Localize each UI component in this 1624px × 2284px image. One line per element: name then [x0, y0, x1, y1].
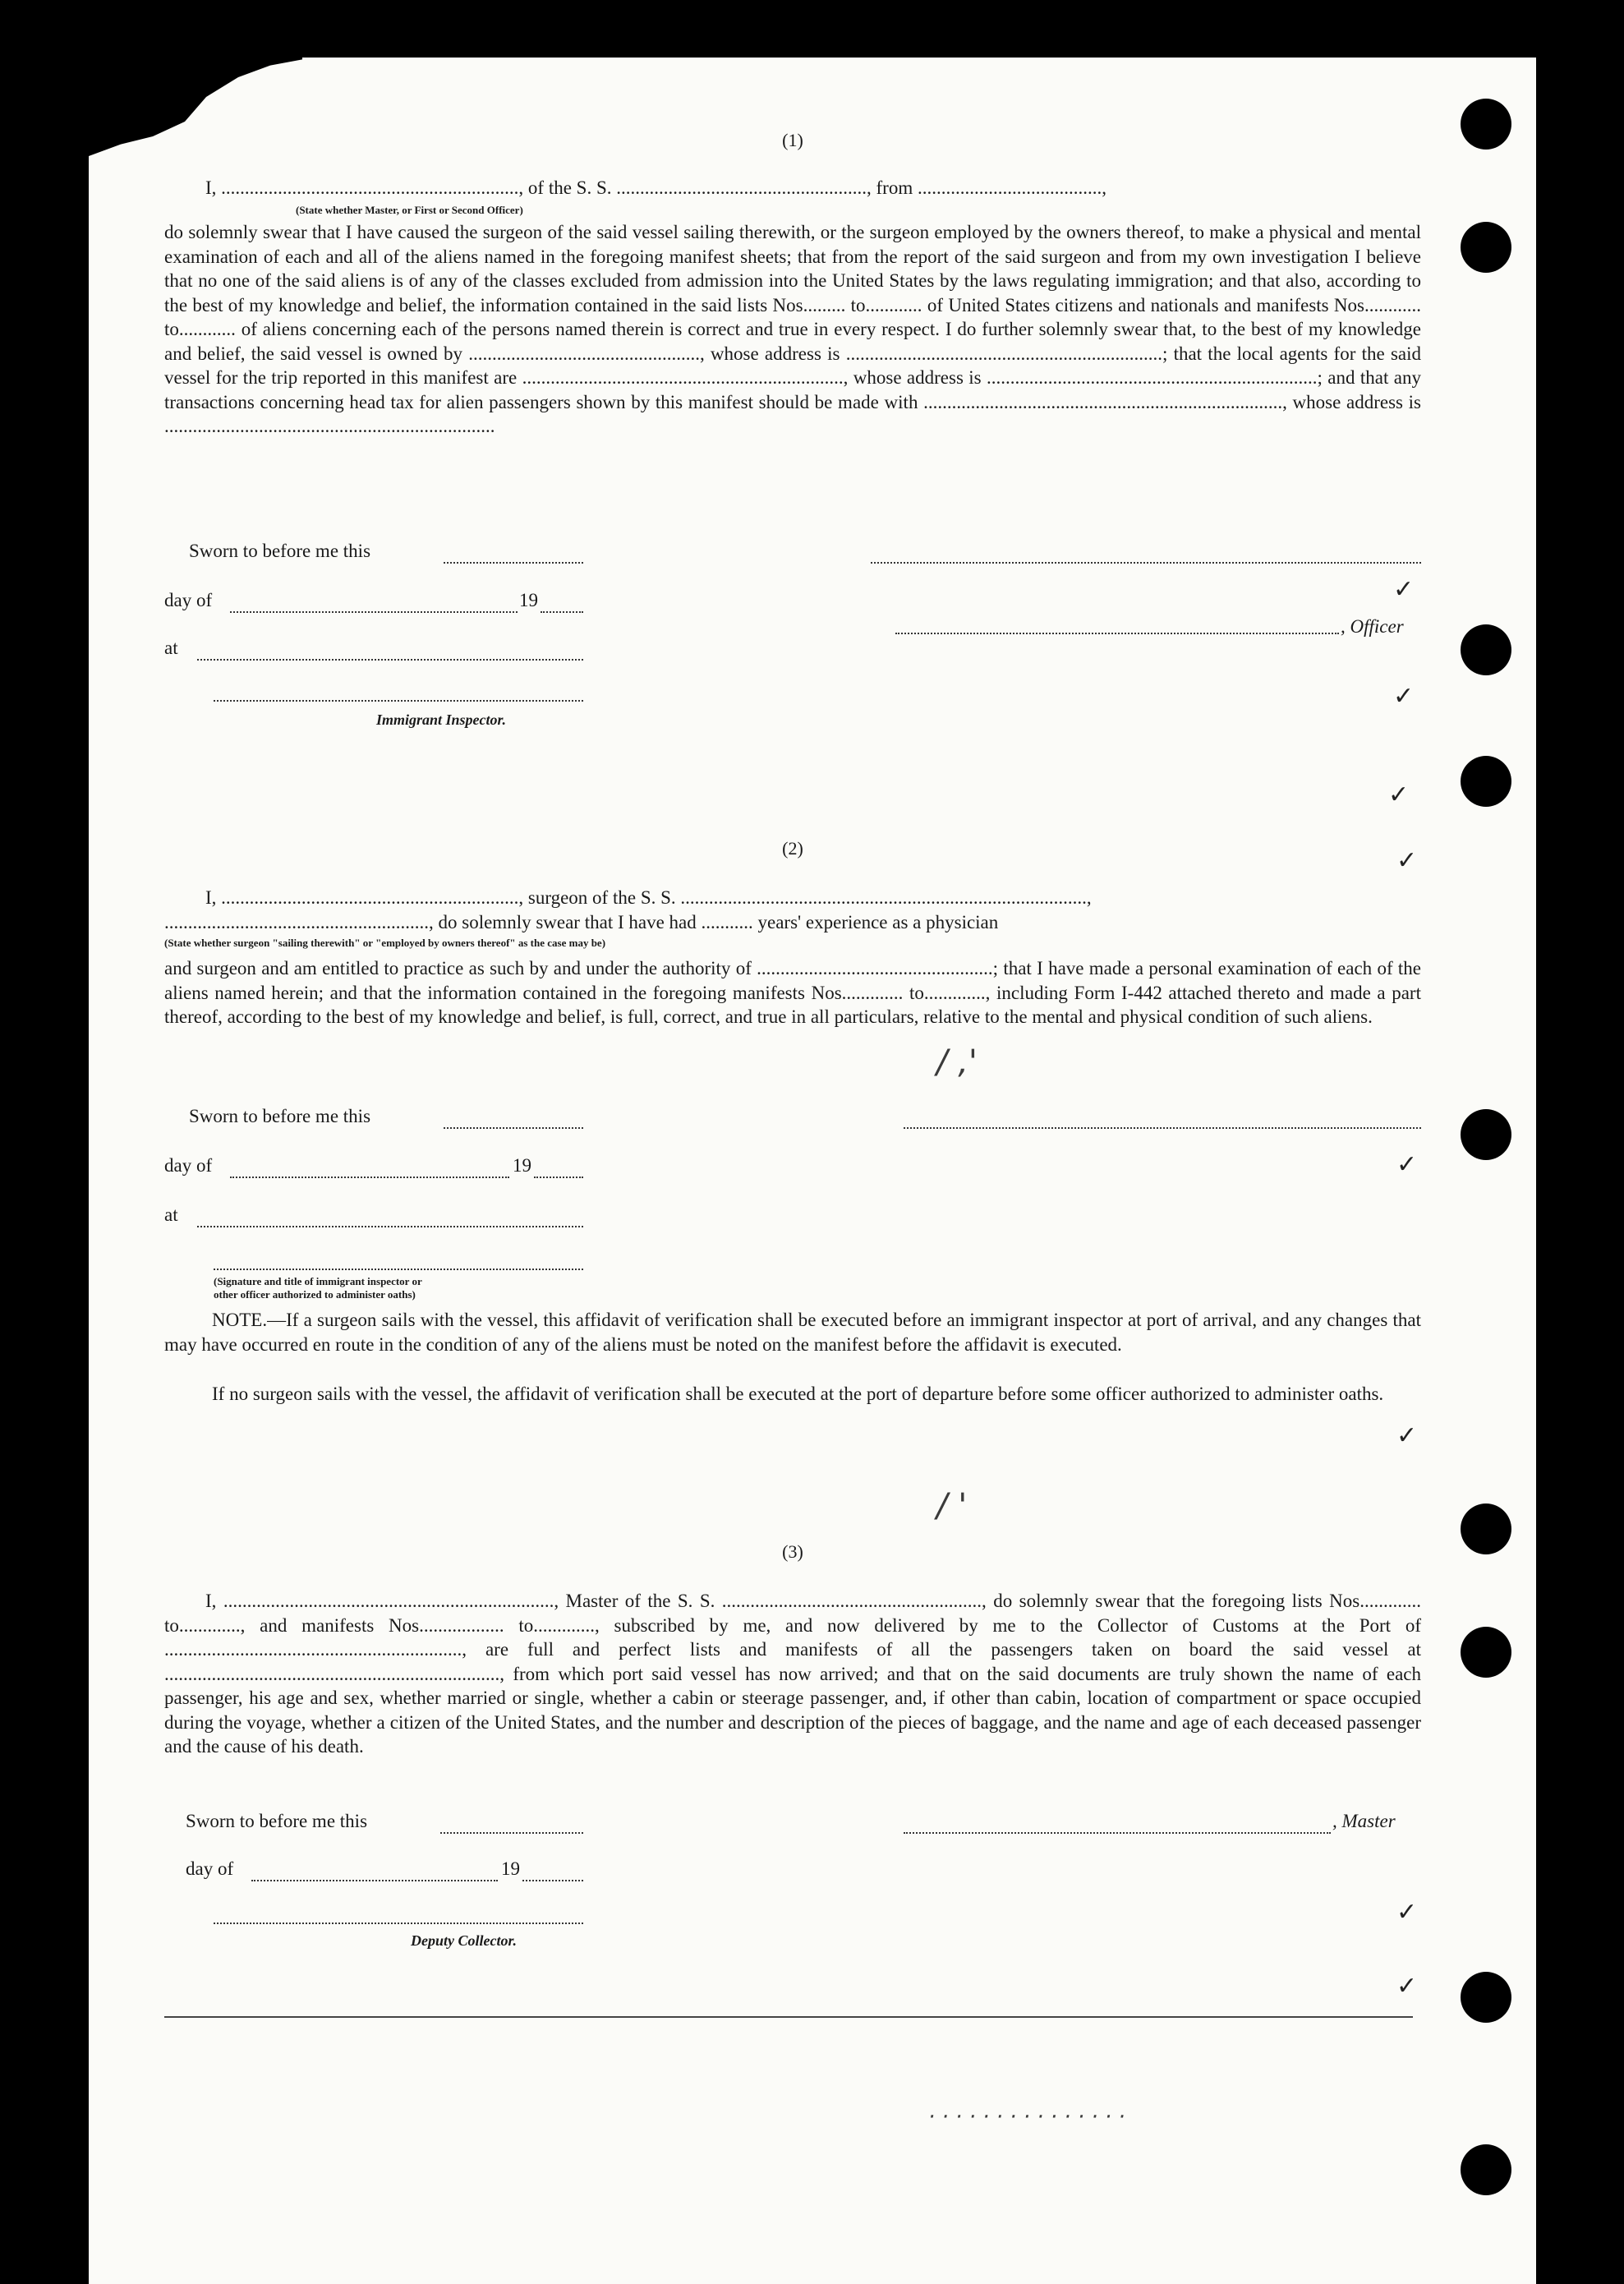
- officer-line: [895, 633, 1339, 634]
- section-2-year: 19: [513, 1155, 531, 1176]
- year-line: [534, 1177, 583, 1178]
- check-mark: ✓: [1396, 1972, 1418, 2001]
- section-2-body: and surgeon and am entitled to practice as such by and under the authority of ..................................................; that I have made a personal examination of each of the aliens named herein; and that the information contained in the foregoing manifests Nos............. to............., including Form I-442 attached thereto and made a part thereof, according to the best of my knowledge and belief, is full, correct, and true in all particulars, relative to the mental and physical condition of such aliens.: [164, 958, 1421, 1027]
- note-paragraph-1: NOTE.—If a surgeon sails with the vessel, this affidavit of verification shall be executed before an immigrant inspector at port of arrival, and any changes that may have occurred en route in the condition of any of the aliens must be noted on the manifest before the affidavit is executed.: [164, 1310, 1421, 1355]
- day-line: [230, 1177, 509, 1178]
- section-3-day-label: day of: [186, 1858, 234, 1879]
- section-2-day-label: day of: [164, 1155, 213, 1176]
- section-3-year: 19: [501, 1858, 520, 1879]
- binder-hole: [1461, 1972, 1511, 2023]
- sworn-date-line: [444, 562, 583, 564]
- section-3-sworn-label: Sworn to before me this: [186, 1811, 368, 1831]
- check-mark: ✓: [1396, 1150, 1418, 1179]
- check-mark: ✓: [1393, 575, 1415, 604]
- immigrant-inspector-label: Immigrant Inspector.: [376, 711, 507, 728]
- section-1-caption: (State whether Master, or First or Second Officer): [296, 204, 523, 216]
- section-1-number: (1): [782, 130, 803, 150]
- section-1-at-label: at: [164, 638, 178, 658]
- check-mark: ✓: [1396, 846, 1418, 875]
- section-1-body: do solemnly swear that I have caused the surgeon of the said vessel sailing therewith, or the surgeon employed by the owners thereof, to make a physical and mental examination of each and all of the aliens named in the foregoing manifest sheets; that from the report of the said surgeon and from my own investigation I believe that no one of the said aliens is of any of the classes excluded from admission into the United States by the laws regulating immigration; and that also, according to the best of my knowledge and belief, the information contained in the said lists Nos......... to............ of United States citizens and nationals and manifests Nos............ to............ of aliens concerning each of the persons named therein is correct and true in every respect. I do further solemnly swear that, to the best of my knowledge and belief, the said vessel is owned by ................................................., whose address is ...................................................................; that the local agents for the said vessel for the trip reported in this manifest are ...................................................................., whose address is ......................................................................; and that any transactions concerning head tax for alien passengers shown by this manifest should be made with ............................................................................, whose address is ......................................................................: [164, 222, 1421, 436]
- master-line: [904, 1832, 1331, 1834]
- signature-line: [871, 562, 1421, 564]
- section-1-day-label: day of: [164, 590, 213, 610]
- sworn-date-line: [444, 1127, 583, 1129]
- at-line: [197, 659, 583, 661]
- section-2-sworn-label: Sworn to before me this: [189, 1106, 371, 1126]
- check-mark: ✓: [1393, 682, 1415, 711]
- section-2-first-line: I, ..............................................................., surgeon of the S. S. ......................................................................................,: [205, 887, 1092, 908]
- officer-label: , Officer: [1341, 616, 1404, 637]
- inspector-line: [214, 700, 583, 702]
- binder-hole: [1461, 1109, 1511, 1160]
- section-1-year: 19: [519, 590, 538, 610]
- section-2-second-line: ........................................................, do solemnly swear that I have had ........... years' experience as a physician: [164, 912, 999, 932]
- handwritten-mark: / ,': [936, 1043, 978, 1081]
- collector-line: [214, 1923, 583, 1924]
- year-line: [541, 611, 583, 613]
- section-2-caption: (State whether surgeon "sailing therewith" or "employed by owners thereof" as the case may be): [164, 937, 606, 949]
- sworn-date-line: [440, 1832, 583, 1834]
- deputy-collector-label: Deputy Collector.: [411, 1932, 517, 1949]
- signature-caption-2: other officer authorized to administer oaths): [214, 1288, 416, 1301]
- bottom-divider: [164, 2016, 1413, 2018]
- section-3-body: I, ......................................................................, Master of the S. S. ......................................................., do solemnly swear that the foregoing lists Nos............. to............., and manifests Nos.................. to............., subscribed by me, and now delivered by me to the Collector of Customs at the Port of ..............................................................., are full and perfect lists and manifests of all the passengers taken on board the said vessel at ......................................................................., from which port said vessel has now arrived; and that on the said documents are truly shown the name of each passenger, his age and sex, whether married or single, whether a cabin or steerage passenger, and, if other than cabin, location of compartment or space occupied during the voyage, whether a citizen of the United States, and the number and description of the pieces of baggage, and the name and age of each deceased passenger and the cause of his death.: [164, 1591, 1421, 1757]
- binder-hole: [1461, 222, 1511, 273]
- binder-hole: [1461, 756, 1511, 807]
- binder-hole: [1461, 1627, 1511, 1678]
- section-2-number: (2): [782, 838, 803, 859]
- check-mark: ✓: [1396, 1421, 1418, 1450]
- check-mark: ✓: [1396, 1898, 1418, 1927]
- section-2-at-label: at: [164, 1204, 178, 1225]
- day-line: [251, 1880, 498, 1881]
- signature-line: [904, 1127, 1421, 1129]
- binder-hole: [1461, 2144, 1511, 2195]
- signature-title-line: [214, 1269, 583, 1270]
- note-paragraph-2: If no surgeon sails with the vessel, the affidavit of verification shall be executed at the port of departure before some officer authorized to administer oaths.: [212, 1384, 1384, 1404]
- master-label: , Master: [1332, 1811, 1396, 1831]
- at-line: [197, 1226, 583, 1227]
- section-3-number: (3): [782, 1541, 803, 1562]
- section-1-first-line: I, ..............................................................., of the S. S. ....................................................., from .......................................,: [205, 177, 1106, 198]
- document-page: [89, 58, 1536, 2284]
- handwritten-note: · · · · · · · · · · · · · · ·: [928, 2105, 1125, 2130]
- binder-hole: [1461, 99, 1511, 150]
- signature-caption-1: (Signature and title of immigrant inspector or: [214, 1275, 422, 1287]
- day-line: [230, 611, 518, 613]
- year-line: [522, 1880, 583, 1881]
- binder-hole: [1461, 1503, 1511, 1554]
- binder-hole: [1461, 624, 1511, 675]
- handwritten-mark: / ': [936, 1487, 968, 1525]
- check-mark: ✓: [1388, 781, 1410, 809]
- section-1-sworn-label: Sworn to before me this: [189, 541, 371, 561]
